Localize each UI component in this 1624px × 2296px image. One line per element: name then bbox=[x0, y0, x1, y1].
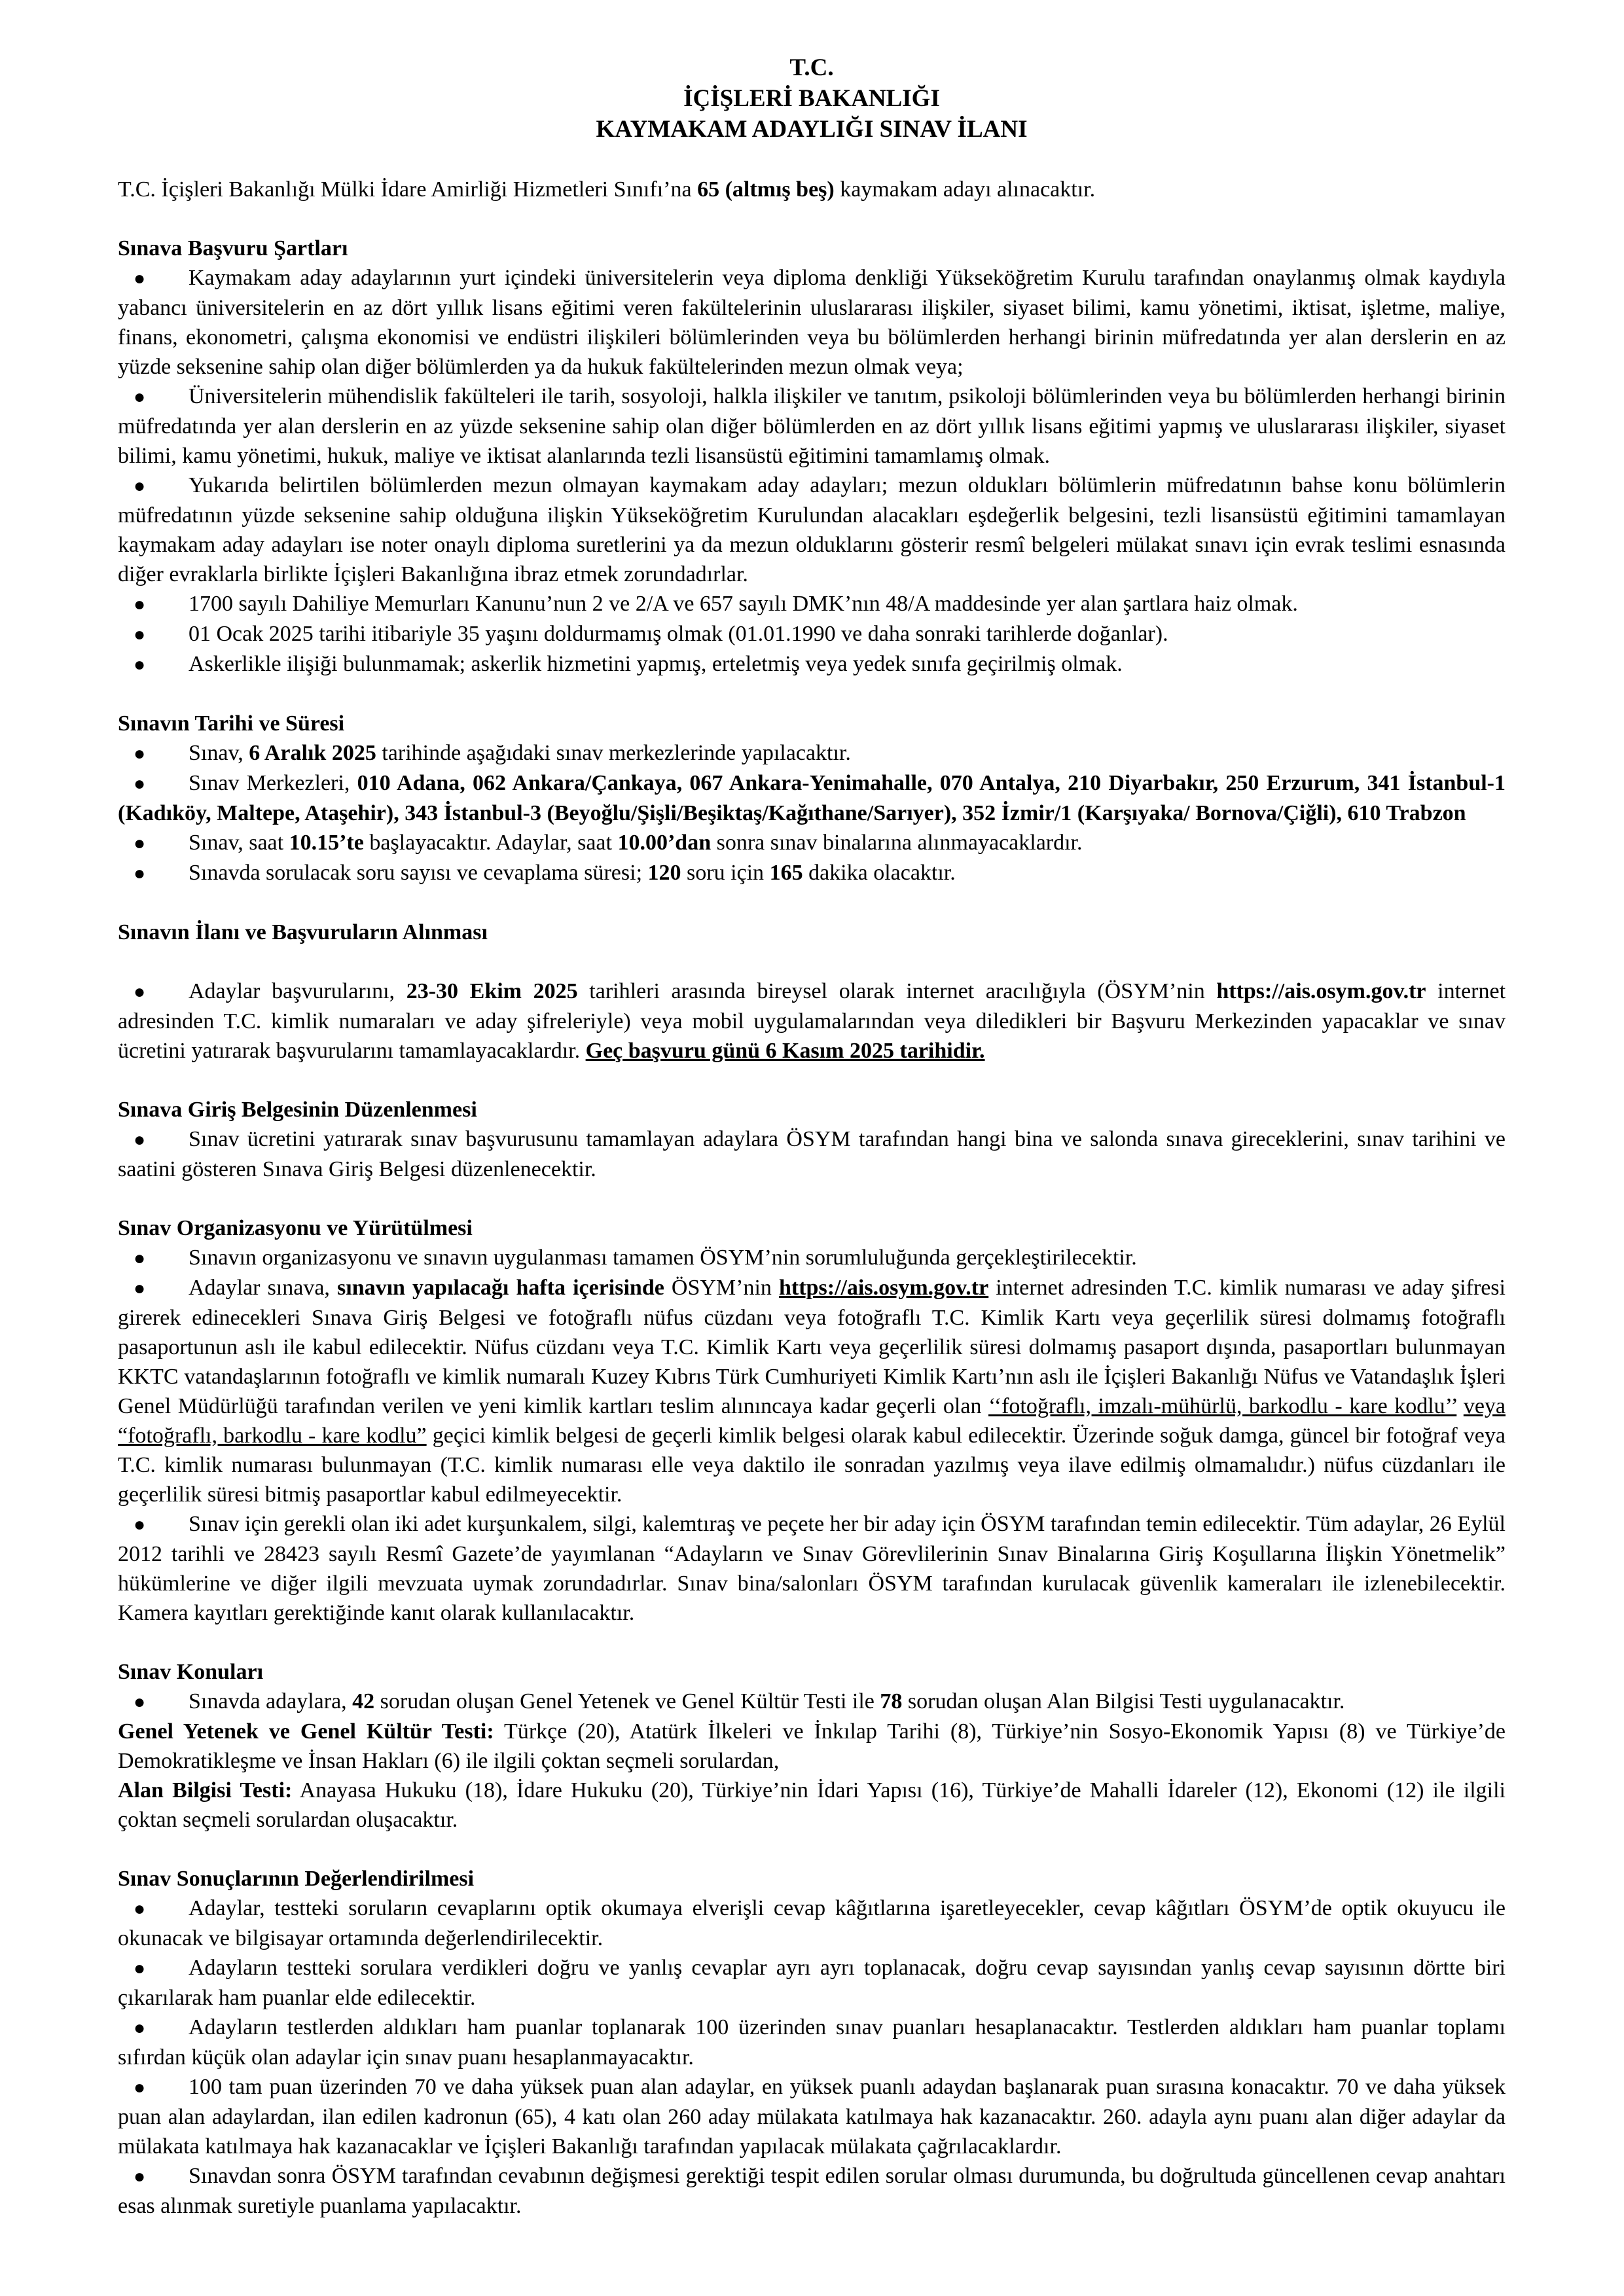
bullet-icon: ● bbox=[134, 1129, 146, 1151]
section-heading-1: Sınava Başvuru Şartları bbox=[118, 236, 348, 260]
bullet-icon: ● bbox=[134, 2017, 146, 2039]
url-text: https://ais.osym.gov.tr bbox=[1216, 979, 1426, 1003]
text-run: Sınavın organizasyonu ve sınavın uygulanması tamamen ÖSYM’nin sorumluluğunda gerçekleştirilecektir. bbox=[189, 1246, 1137, 1270]
document-body bbox=[118, 234, 1506, 2221]
section-heading-5: Sınav Organizasyonu ve Yürütülmesi bbox=[118, 1216, 473, 1240]
bullet-item bbox=[118, 858, 1506, 888]
bullet-icon: ● bbox=[134, 475, 146, 497]
section-heading-6: Sınav Konuları bbox=[118, 1660, 264, 1684]
text-run: veya “fotoğraflı, barkodlu - kare kodlu” bbox=[118, 1394, 1506, 1448]
bullet-icon: ● bbox=[134, 1691, 146, 1713]
text-run: tarihinde aşağıdaki sınav merkezlerinde yapılacaktır. bbox=[376, 741, 851, 765]
text-run: Askerlikle ilişiği bulunmamak; askerlik hizmetini yapmış, erteletmiş veya yedek sınıfa geçirilmiş olmak. bbox=[189, 652, 1123, 676]
text-run: sorudan oluşan Alan Bilgisi Testi uygulanacaktır. bbox=[902, 1689, 1345, 1713]
text-run: Üniversitelerin mühendislik fakülteleri ile tarih, sosyoloji, halkla ilişkiler ve tanıtım, psikoloji bölümlerinden veya bu bölümlerden herhangi birinin müfredatında yer alan derslerin en az yüzde seksenine sahip olan diğer bölümlerden en az dört yıllık lisans eğitimi yapmış ve uluslararası ilişkiler, siyaset bilimi, kamu yönetimi, hukuk, maliye ve iktisat alanlarında tezli lisansüstü eğitimini tamamlamış olmak. bbox=[118, 384, 1506, 468]
text-run: 23-30 Ekim 2025 bbox=[406, 979, 578, 1003]
text-run: 65 (altmış beş) bbox=[697, 177, 835, 202]
bullet-icon: ● bbox=[134, 386, 146, 408]
text-run: Sınavda adaylara, bbox=[189, 1689, 353, 1713]
bullet-icon: ● bbox=[134, 1247, 146, 1269]
bullet-item bbox=[118, 1687, 1506, 1717]
text-run: 42 bbox=[352, 1689, 375, 1713]
text-run: Adaylar sınava, bbox=[189, 1276, 338, 1300]
text-run: sonra sınav binalarına alınmayacaklardır. bbox=[711, 831, 1083, 855]
text-run: T.C. İçişleri Bakanlığı Mülki İdare Amirliği Hizmetleri Sınıfı’na bbox=[118, 177, 698, 202]
text-run: Türkçe (20), Atatürk İlkeleri ve İnkılap Tarihi (8), Türkiye’nin Sosyo-Ekonomik Yapısı (8) ve Türkiye’de Demokratikleşme ve İnsan Hakları (6) ile ilgili çoktan seçmeli sorulardan, bbox=[118, 1719, 1506, 1773]
text-run: Sınav Merkezleri, bbox=[189, 771, 357, 795]
bullet-item bbox=[118, 1509, 1506, 1628]
text-run: 100 tam puan üzerinden 70 ve daha yüksek puan alan adaylar, en yüksek puanlı adaydan başlanarak puan sırasına konacaktır. 70 ve daha yüksek puan alan adaylardan, ilan edilen kadronun (65), 4 katı olan 260 aday mülakata katılmaya hak kazanacaktır. 260. adayla aynı puanı alan diğer adaylar da mülakata katılmaya hak kazanacaklar ve İçişleri Bakanlığı tarafından yapılacak mülakata çağrılacaklardır. bbox=[118, 2075, 1506, 2159]
text-run: Adayların testteki sorulara verdikleri doğru ve yanlış cevaplar ayrı ayrı toplanacak, doğru cevap sayısından yanlış cevap sayısının dörtte biri çıkarılarak ham puanlar elde edilecektir. bbox=[118, 1956, 1506, 2010]
text-run: ÖSYM’nin bbox=[664, 1276, 779, 1300]
bullet-item bbox=[118, 382, 1506, 471]
paragraph bbox=[118, 1717, 1506, 1776]
url-text: https://ais.osym.gov.tr bbox=[779, 1276, 989, 1300]
text-run: geçici kimlik belgesi de geçerli kimlik belgesi olarak kabul edilecektir. Üzerinde soğuk damga, güncel bir fotoğraf veya T.C. kimlik numarası bulunmayan (T.C. kimlik numarası elle veya daktilo ile sonradan yazılmış veya ilave edilmiş olmamalıdır.) nüfus cüzdanları ile geçerlilik süresi bitmiş pasaportlar kabul edilmeyecektir. bbox=[118, 1424, 1506, 1507]
text-run: Genel Yetenek ve Genel Kültür Testi: bbox=[118, 1719, 494, 1744]
bullet-icon: ● bbox=[134, 1958, 146, 1979]
text-run: Alan Bilgisi Testi: bbox=[118, 1778, 293, 1803]
section-heading-4: Sınava Giriş Belgesinin Düzenlenmesi bbox=[118, 1098, 477, 1122]
bullet-item bbox=[118, 1243, 1506, 1273]
text-run: 01 Ocak 2025 tarihi itibariyle 35 yaşını doldurmamış olmak (01.01.1990 ve daha sonraki tarihlerde doğanlar). bbox=[189, 622, 1168, 646]
text-run: 010 Adana, 062 Ankara/Çankaya, 067 Ankara-Yenimahalle, 070 Antalya, 210 Diyarbakır, 250 Erzurum, 341 İstanbul-1 (Kadıköy, Maltepe, Ataşehir), 343 İstanbul-3 (Beyoğlu/Şişli/Beşiktaş/Kağıthane/Sarıyer), 352 İzmir/1 (Karşıyaka/ Bornova/Çiğli), 610 Trabzon bbox=[118, 771, 1506, 825]
text-run: 6 Aralık 2025 bbox=[249, 741, 376, 765]
text-run: Kaymakam aday adaylarının yurt içindeki üniversitelerin veya diploma denkliği Yükseköğretim Kurulu tarafından onaylanmış olmak kaydıyla yabancı üniversitelerin en az dört yıllık lisans eğitimi veren fakültelerinin uluslararası ilişkiler, siyaset bilimi, kamu yönetimi, iktisat, işletme, maliye, finans, ekonometri, çalışma ekonomisi ve endüstri ilişkileri bölümlerinden veya bu bölümlerden herhangi birinin müfredatında yer alan derslerin en az yüzde seksenine sahip olan diğer bölümlerden ya da hukuk fakültelerinden mezun olmak veya; bbox=[118, 266, 1506, 379]
section-heading-3: Sınavın İlanı ve Başvuruların Alınması bbox=[118, 920, 488, 944]
bullet-icon: ● bbox=[134, 624, 146, 645]
title-line-ministry: İÇİŞLERİ BAKANLIĞI bbox=[683, 85, 940, 112]
bullet-icon: ● bbox=[134, 2077, 146, 2098]
text-run: 165 bbox=[769, 861, 803, 885]
bullet-item bbox=[118, 1273, 1506, 1509]
bullet-icon: ● bbox=[134, 1898, 146, 1920]
text-run: Adaylar, testteki soruların cevaplarını optik okumaya elverişli cevap kâğıtlarına işaretleyecekler, cevap kâğıtları ÖSYM’de optik okuyucu ile okunacak ve bilgisayar ortamında değerlendirilecektir. bbox=[118, 1896, 1506, 1950]
bullet-item bbox=[118, 977, 1506, 1066]
text-run: Adayların testlerden aldıkları ham puanlar toplanarak 100 üzerinden sınav puanları hesaplanacaktır. Testlerden aldıkları ham puanlar toplamı sıfırdan küçük olan adaylar için sınav puanı hesaplanmayacaktır. bbox=[118, 2015, 1506, 2070]
text-run: 10.00’dan bbox=[617, 831, 712, 855]
text-run: Adaylar başvurularını, bbox=[189, 979, 406, 1003]
bullet-item bbox=[118, 828, 1506, 858]
bullet-icon: ● bbox=[134, 594, 146, 615]
text-run: Sınavda sorulacak soru sayısı ve cevaplama süresi; bbox=[189, 861, 648, 885]
bullet-item bbox=[118, 263, 1506, 382]
title-line-announcement: KAYMAKAM ADAYLIĞI SINAV İLANI bbox=[596, 116, 1028, 143]
bullet-item bbox=[118, 589, 1506, 619]
bullet-item bbox=[118, 649, 1506, 679]
text-run: Sınav, bbox=[189, 741, 249, 765]
bullet-item bbox=[118, 1953, 1506, 2013]
text-run: ‘‘fotoğraflı, imzalı-mühürlü, barkodlu - kare kodlu’’ bbox=[988, 1394, 1457, 1418]
bullet-icon: ● bbox=[134, 981, 146, 1003]
bullet-icon: ● bbox=[134, 773, 146, 795]
bullet-icon: ● bbox=[134, 654, 146, 675]
text-run: 78 bbox=[880, 1689, 903, 1713]
text-run: internet adresinden T.C. kimlik numaraları ve aday şifreleriyle) veya mobil uygulamalarından veya diledikleri bir Başvuru Merkezinden yapacaklar ve sınav ücretini yatırarak başvurularını tamamlayacaklardır. bbox=[118, 979, 1506, 1063]
bullet-icon: ● bbox=[134, 268, 146, 289]
bullet-icon: ● bbox=[134, 833, 146, 854]
section-heading-2: Sınavın Tarihi ve Süresi bbox=[118, 711, 345, 736]
text-run: Sınav, saat bbox=[189, 831, 289, 855]
text-run bbox=[1456, 1394, 1464, 1418]
text-run: tarihleri arasında bireysel olarak internet aracılığıyla (ÖSYM’nin bbox=[577, 979, 1217, 1003]
bullet-item bbox=[118, 2161, 1506, 2221]
section-heading-7: Sınav Sonuçlarının Değerlendirilmesi bbox=[118, 1867, 475, 1891]
bullet-icon: ● bbox=[134, 2166, 146, 2187]
text-run: sorudan oluşan Genel Yetenek ve Genel Kültür Testi ile bbox=[374, 1689, 880, 1713]
text-run: dakika olacaktır. bbox=[803, 861, 956, 885]
bullet-icon: ● bbox=[134, 863, 146, 884]
bullet-item bbox=[118, 1124, 1506, 1184]
text-run: sınavın yapılacağı hafta içerisinde bbox=[337, 1276, 664, 1300]
text-run: 1700 sayılı Dahiliye Memurları Kanunu’nun 2 ve 2/A ve 657 sayılı DMK’nın 48/A maddesinde yer alan şartlara haiz olmak. bbox=[189, 592, 1298, 616]
text-run: Yukarıda belirtilen bölümlerden mezun olmayan kaymakam aday adayları; mezun oldukları bölümlerin müfredatının bahse konu bölümlerin müfredatının yüzde seksenine sahip olduğuna ilişkin Yükseköğretim Kurulundan alacakları eşdeğerlik belgesini, tezli lisansüstü eğitimini tamamlayan kaymakam aday adayları ise noter onaylı diploma suretlerini ya da mezun olduklarını gösterir resmî belgeleri mülakat sınavı için evrak teslimi esnasında diğer evraklarla birlikte İçişleri Bakanlığına ibraz etmek zorundadırlar. bbox=[118, 473, 1506, 586]
bullet-icon: ● bbox=[134, 1278, 146, 1299]
text-run: Anayasa Hukuku (18), İdare Hukuku (20), Türkiye’nin İdari Yapısı (16), Türkiye’de Mahalli İdareler (12), Ekonomi (12) ile ilgili çoktan seçmeli sorulardan oluşacaktır. bbox=[118, 1778, 1506, 1832]
intro-paragraph bbox=[118, 175, 1506, 204]
text-run: 120 bbox=[647, 861, 681, 885]
bullet-icon: ● bbox=[134, 1514, 146, 1535]
bullet-item bbox=[118, 768, 1506, 828]
bullet-icon: ● bbox=[134, 743, 146, 764]
text-run: başlayacaktır. Adaylar, saat bbox=[363, 831, 618, 855]
bullet-item bbox=[118, 738, 1506, 768]
bullet-item bbox=[118, 471, 1506, 589]
bullet-item bbox=[118, 2013, 1506, 2072]
bullet-item bbox=[118, 2072, 1506, 2161]
text-run: 10.15’te bbox=[289, 831, 364, 855]
text-run: Sınav için gerekli olan iki adet kurşunkalem, silgi, kalemtıraş ve peçete her bir aday için ÖSYM tarafından temin edilecektir. Tüm adaylar, 26 Eylül 2012 tarihli ve 28423 sayılı Resmî Gazete’de yayımlanan “Adayların ve Sınav Görevlilerinin Sınav Binalarına Giriş Koşullarına İlişkin Yönetmelik” hükümlerine ve diğer ilgili mevzuata uymak zorundadırlar. Sınav bina/salonları ÖSYM tarafından kurulacak güvenlik kameraları ile izlenebilecektir. Kamera kayıtları gerektiğinde kanıt olarak kullanılacaktır. bbox=[118, 1512, 1506, 1625]
text-run: Sınav ücretini yatırarak sınav başvurusunu tamamlayan adaylara ÖSYM tarafından hangi bina ve salonda sınava gireceklerini, sınav tarihini ve saatini gösteren Sınava Giriş Belgesi düzenlenecektir. bbox=[118, 1127, 1506, 1181]
title-line-tc: T.C. bbox=[789, 54, 834, 81]
text-run: kaymakam adayı alınacaktır. bbox=[834, 177, 1096, 202]
bullet-item bbox=[118, 619, 1506, 649]
text-run: soru için bbox=[681, 861, 770, 885]
text-run: Sınavdan sonra ÖSYM tarafından cevabının değişmesi gerektiği tespit edilen sorular olması durumunda, bu doğrultuda güncellenen cevap anahtarı esas alınmak suretiyle puanlama yapılacaktır. bbox=[118, 2164, 1506, 2218]
paragraph bbox=[118, 1776, 1506, 1835]
text-run: internet adresinden T.C. kimlik numarası ve aday şifresi girerek edinecekleri Sınava Giriş Belgesi ve fotoğraflı nüfus cüzdanı veya fotoğraflı T.C. Kimlik Kartı veya geçerlilik süresi dolmamış fotoğraflı pasaportunun aslı ile kabul edilecektir. Nüfus cüzdanı veya T.C. Kimlik Kartı veya geçerlilik süresi dolmamış pasaport dışında, pasaportları bulunmayan KKTC vatandaşlarının fotoğraflı ve kimlik numaralı Kuzey Kıbrıs Türk Cumhuriyeti Kimlik Kartı’nın aslı ile İçişleri Bakanlığı Nüfus ve Vatandaşlık İşleri Genel Müdürlüğü tarafından verilen ve yeni kimlik kartları teslim alınıncaya kadar geçerli olan bbox=[118, 1276, 1506, 1418]
document-title bbox=[118, 52, 1506, 145]
text-run: Geç başvuru günü 6 Kasım 2025 tarihidir. bbox=[585, 1039, 985, 1063]
bullet-item bbox=[118, 1893, 1506, 1953]
